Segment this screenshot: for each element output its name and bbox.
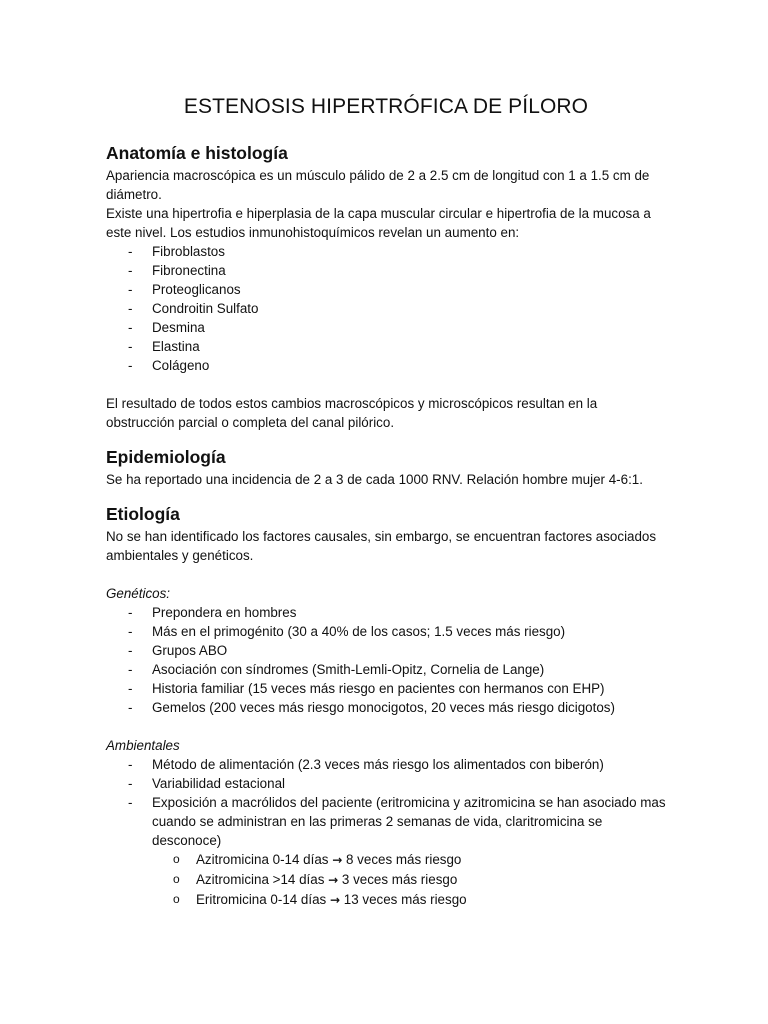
spacer	[106, 565, 666, 584]
circle-marker: o	[173, 872, 180, 886]
list-item-text: Colágeno	[152, 358, 210, 373]
section-etiologia	[106, 503, 666, 910]
dash-marker: -	[128, 358, 133, 373]
macrolido-risk: 8 veces más riesgo	[346, 852, 462, 867]
section-heading-anatomia: Anatomía e histología	[106, 143, 288, 163]
list-item	[106, 318, 666, 337]
list-item-text: Fibronectina	[152, 263, 226, 278]
list-item	[106, 793, 666, 910]
list-item	[106, 755, 666, 774]
dash-marker: -	[128, 662, 133, 677]
etiologia-paragraph-1: No se han identificado los factores causales, sin embargo, se encuentran factores asociados ambientales y genéticos.	[106, 529, 657, 563]
list-item-text: Desmina	[152, 320, 205, 335]
macrolido-drug: Azitromicina 0-14 días	[196, 852, 329, 867]
arrow-right-icon: →	[328, 873, 339, 887]
circle-marker: o	[173, 892, 180, 906]
anatomia-list	[106, 242, 666, 375]
dash-marker: -	[128, 700, 133, 715]
list-item-text: Método de alimentación (2.3 veces más riesgo los alimentados con biberón)	[152, 757, 604, 772]
epidemiologia-paragraph-1: Se ha reportado una incidencia de 2 a 3 de cada 1000 RNV. Relación hombre mujer 4-6:1.	[106, 472, 643, 487]
ambientales-subheading: Ambientales	[106, 738, 180, 753]
list-item-text: Prepondera en hombres	[152, 605, 297, 620]
list-item-text: Elastina	[152, 339, 200, 354]
list-item	[106, 679, 666, 698]
dash-marker: -	[128, 795, 133, 810]
section-epidemiologia	[106, 446, 666, 489]
list-item	[106, 660, 666, 679]
sublist-item	[106, 850, 666, 870]
macrolidos-sublist	[106, 850, 666, 910]
list-item	[106, 622, 666, 641]
list-item	[106, 774, 666, 793]
anatomia-paragraph-1: Apariencia macroscópica es un músculo pálido de 2 a 2.5 cm de longitud con 1 a 1.5 cm de diámetro.	[106, 168, 650, 202]
list-item	[106, 698, 666, 717]
list-item	[106, 261, 666, 280]
list-item	[106, 280, 666, 299]
list-item	[106, 299, 666, 318]
section-heading-etiologia: Etiología	[106, 504, 180, 524]
circle-marker: o	[173, 852, 180, 866]
dash-marker: -	[128, 605, 133, 620]
dash-marker: -	[128, 282, 133, 297]
dash-marker: -	[128, 301, 133, 316]
dash-marker: -	[128, 643, 133, 658]
list-item-text: Gemelos (200 veces más riesgo monocigotos, 20 veces más riesgo dicigotos)	[152, 700, 615, 715]
list-item	[106, 242, 666, 261]
dash-marker: -	[128, 263, 133, 278]
spacer	[106, 432, 666, 446]
geneticos-list	[106, 603, 666, 717]
dash-marker: -	[128, 624, 133, 639]
geneticos-subheading: Genéticos:	[106, 586, 171, 601]
document-title: ESTENOSIS HIPERTRÓFICA DE PÍLORO	[183, 95, 589, 118]
dash-marker: -	[128, 681, 133, 696]
list-item	[106, 641, 666, 660]
macrolido-risk: 13 veces más riesgo	[343, 892, 467, 907]
anatomia-paragraph-2: Existe una hipertrofia e hiperplasia de la capa muscular circular e hipertrofia de la mucosa a este nivel. Los estudios inmunohistoquímicos revelan un aumento en:	[106, 206, 651, 240]
list-item-text: Variabilidad estacional	[152, 776, 285, 791]
list-item	[106, 337, 666, 356]
document-page	[106, 94, 666, 910]
spacer	[106, 717, 666, 736]
dash-marker: -	[128, 244, 133, 259]
list-item	[106, 603, 666, 622]
macrolido-drug: Azitromicina >14 días	[196, 872, 325, 887]
list-item-text: Fibroblastos	[152, 244, 225, 259]
dash-marker: -	[128, 320, 133, 335]
ambientales-list	[106, 755, 666, 910]
macrolido-drug: Eritromicina 0-14 días	[196, 892, 327, 907]
list-item-text: Condroitin Sulfato	[152, 301, 259, 316]
macrolido-risk: 3 veces más riesgo	[341, 872, 458, 887]
dash-marker: -	[128, 757, 133, 772]
dash-marker: -	[128, 776, 133, 791]
list-item-text: Más en el primogénito (30 a 40% de los casos; 1.5 veces más riesgo)	[152, 624, 566, 639]
list-item-text: Grupos ABO	[152, 643, 228, 658]
sublist-item	[106, 890, 666, 910]
arrow-right-icon: →	[332, 853, 343, 867]
anatomia-paragraph-3: El resultado de todos estos cambios macroscópicos y microscópicos resultan en la obstrucción parcial o completa del canal pilórico.	[106, 396, 598, 430]
list-item-text: Exposición a macrólidos del paciente (eritromicina y azitromicina se han asociado mas cuando se administran en las primeras 2 semanas de vida, claritromicina se desconoce)	[152, 795, 666, 848]
list-item	[106, 356, 666, 375]
spacer	[106, 489, 666, 503]
spacer	[106, 375, 666, 394]
list-item-text: Asociación con síndromes (Smith-Lemli-Opitz, Cornelia de Lange)	[152, 662, 545, 677]
list-item-text: Historia familiar (15 veces más riesgo en pacientes con hermanos con EHP)	[152, 681, 605, 696]
dash-marker: -	[128, 339, 133, 354]
list-item-text: Proteoglicanos	[152, 282, 241, 297]
section-anatomia	[106, 142, 666, 432]
arrow-right-icon: →	[329, 893, 341, 907]
section-heading-epidemiologia: Epidemiología	[106, 447, 226, 467]
sublist-item	[106, 870, 666, 890]
